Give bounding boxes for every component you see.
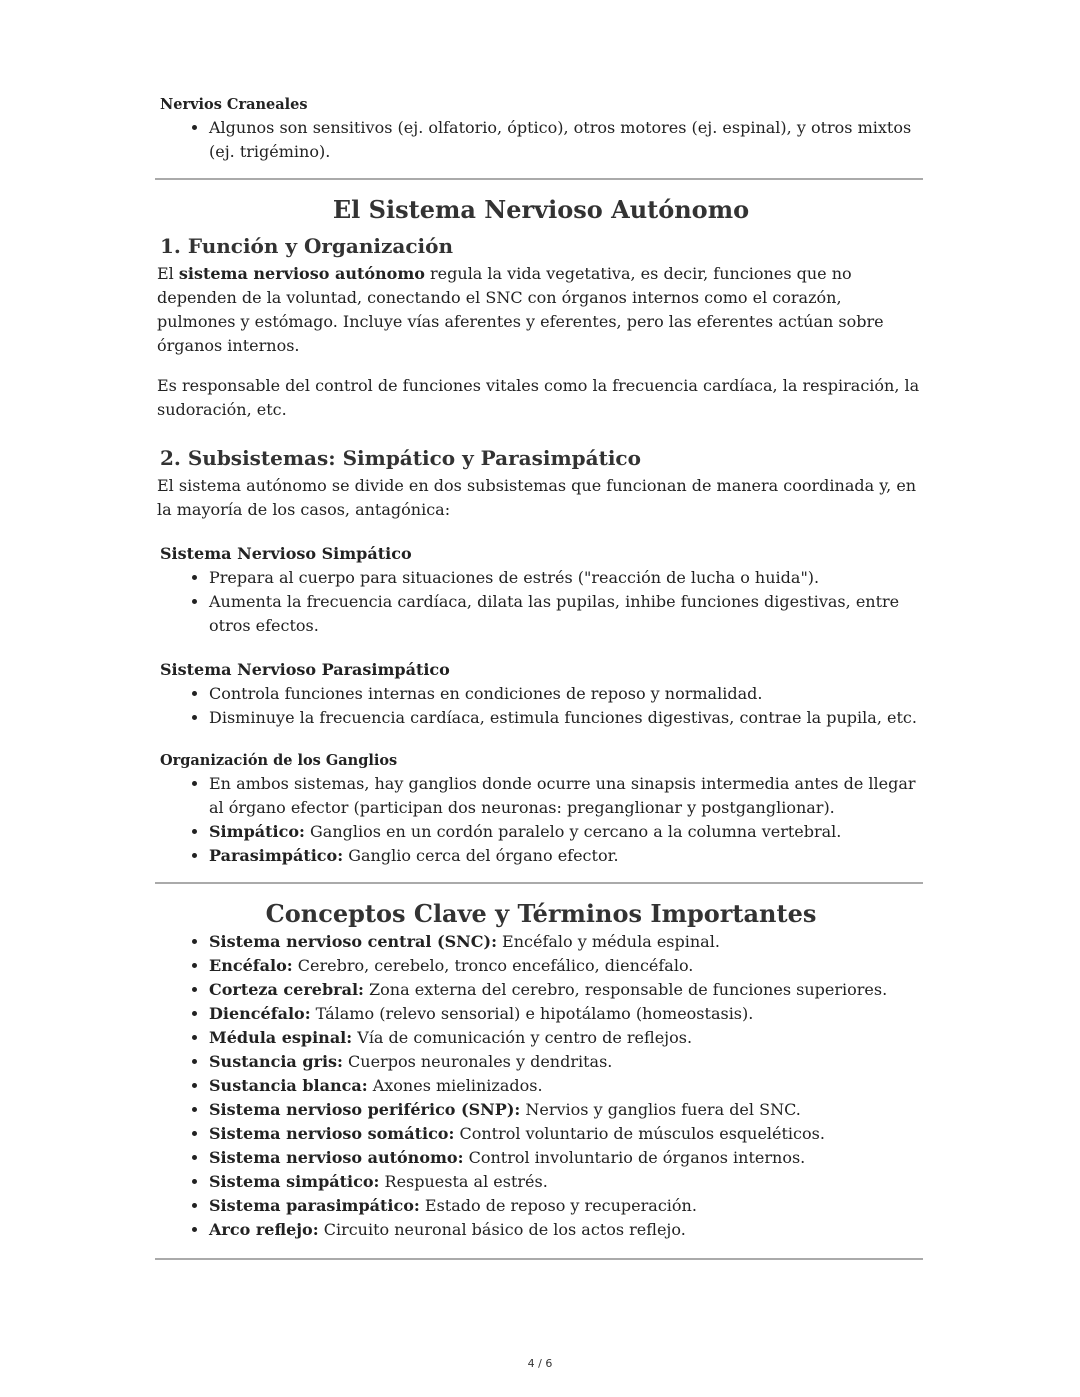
definition: Vía de comunicación y centro de reflejos. [352,1028,693,1047]
subheading-simpatico: Sistema Nervioso Simpático [160,544,412,563]
list-item: • Controla funciones internas en condiciones de reposo y normalidad. [209,682,925,706]
section-title-conceptos: Conceptos Clave y Términos Importantes [265,899,817,928]
text: El [157,264,179,283]
term: Médula espinal: [209,1028,353,1047]
concept-item [209,930,925,954]
subheading-nervios-craneales: Nervios Craneales [160,96,308,113]
concept-item [209,1098,925,1122]
definition: Cerebro, cerebelo, tronco encefálico, diencéfalo. [292,956,694,975]
term: Sistema simpático: [209,1172,380,1191]
concept-item [209,978,925,1002]
heading-funcion: 1. Función y Organización [160,234,453,258]
term: Diencéfalo: [209,1004,311,1023]
concept-item [209,1002,925,1026]
simpatico-list [157,566,925,638]
concept-item [209,1218,925,1242]
definition: Control involuntario de órganos internos. [463,1148,806,1167]
term: Simpático: [209,822,305,841]
list-item [209,820,925,844]
definition: Axones mielinizados. [367,1076,543,1095]
term: Sistema nervioso somático: [209,1124,455,1143]
list-item: • Algunos son sensitivos (ej. olfatorio, óptico), otros motores (ej. espinal), y otros mixtos (ej. trigémino). [209,116,925,164]
definition: Estado de reposo y recuperación. [419,1196,697,1215]
list-item: • Aumenta la frecuencia cardíaca, dilata las pupilas, inhibe funciones digestivas, entre otros efectos. [209,590,925,638]
term: Sustancia gris: [209,1052,343,1071]
term: Encéfalo: [209,956,293,975]
term: Sistema nervioso periférico (SNP): [209,1100,521,1119]
definition: Ganglios en un cordón paralelo y cercano a la columna vertebral. [304,822,842,841]
definition: Ganglio cerca del órgano efector. [343,846,619,865]
conceptos-list [157,930,925,1242]
craneales-list [157,116,925,164]
paragraph: El sistema autónomo se divide en dos subsistemas que funcionan de manera coordinada y, en la mayoría de los casos, antagónica: [157,476,917,519]
definition: Circuito neuronal básico de los actos reflejo. [318,1220,686,1239]
concept-item [209,1026,925,1050]
section-title-autonomo: El Sistema Nervioso Autónomo [332,195,750,224]
page-content [157,94,925,1274]
definition: Control voluntario de músculos esqueléticos. [454,1124,825,1143]
definition: Nervios y ganglios fuera del SNC. [520,1100,801,1119]
concept-item [209,1074,925,1098]
definition: Cuerpos neuronales y dendritas. [342,1052,613,1071]
definition: Encéfalo y médula espinal. [496,932,720,951]
paragraph: Es responsable del control de funciones vitales como la frecuencia cardíaca, la respiración, la sudoración, etc. [157,376,920,419]
term: Corteza cerebral: [209,980,364,999]
list-item: • Disminuye la frecuencia cardíaca, estimula funciones digestivas, contrae la pupila, etc. [209,706,925,730]
heading-subsistemas: 2. Subsistemas: Simpático y Parasimpático [160,446,641,470]
divider [155,1258,923,1260]
subheading-parasimpatico: Sistema Nervioso Parasimpático [160,660,450,679]
term: Sistema parasimpático: [209,1196,420,1215]
concept-item [209,954,925,978]
divider [155,178,923,180]
term: Arco reflejo: [209,1220,319,1239]
concept-item [209,1194,925,1218]
term: Parasimpático: [209,846,344,865]
concept-item [209,1170,925,1194]
list-item: • En ambos sistemas, hay ganglios donde ocurre una sinapsis intermedia antes de llegar al órgano efector (participan dos neuronas: preganglionar y postganglionar). [209,772,925,820]
concept-item [209,1146,925,1170]
ganglios-list [157,772,925,868]
definition: Tálamo (relevo sensorial) e hipotálamo (homeostasis). [310,1004,754,1023]
divider [155,882,923,884]
concept-item [209,1050,925,1074]
parasimpatico-list [157,682,925,730]
term: Sistema nervioso central (SNC): [209,932,497,951]
text: regula la vida vegetativa, es decir, funciones que no dependen de la voluntad, conectando el SNC con órganos internos como el corazón, pulmones y estómago. Incluye vías aferentes y eferentes, pero las eferentes actúan sobre órganos internos. [157,264,884,355]
term: Sistema nervioso autónomo: [209,1148,464,1167]
term: Sustancia blanca: [209,1076,368,1095]
subheading-ganglios: Organización de los Ganglios [160,752,398,769]
page-number: 4 / 6 [527,1357,553,1370]
concept-item [209,1122,925,1146]
paragraph [157,262,925,358]
definition: Respuesta al estrés. [379,1172,548,1191]
list-item [209,844,925,868]
bold-text: sistema nervioso autónomo [178,264,425,283]
list-item: • Prepara al cuerpo para situaciones de estrés ("reacción de lucha o huida"). [209,566,925,590]
definition: Zona externa del cerebro, responsable de funciones superiores. [363,980,888,999]
